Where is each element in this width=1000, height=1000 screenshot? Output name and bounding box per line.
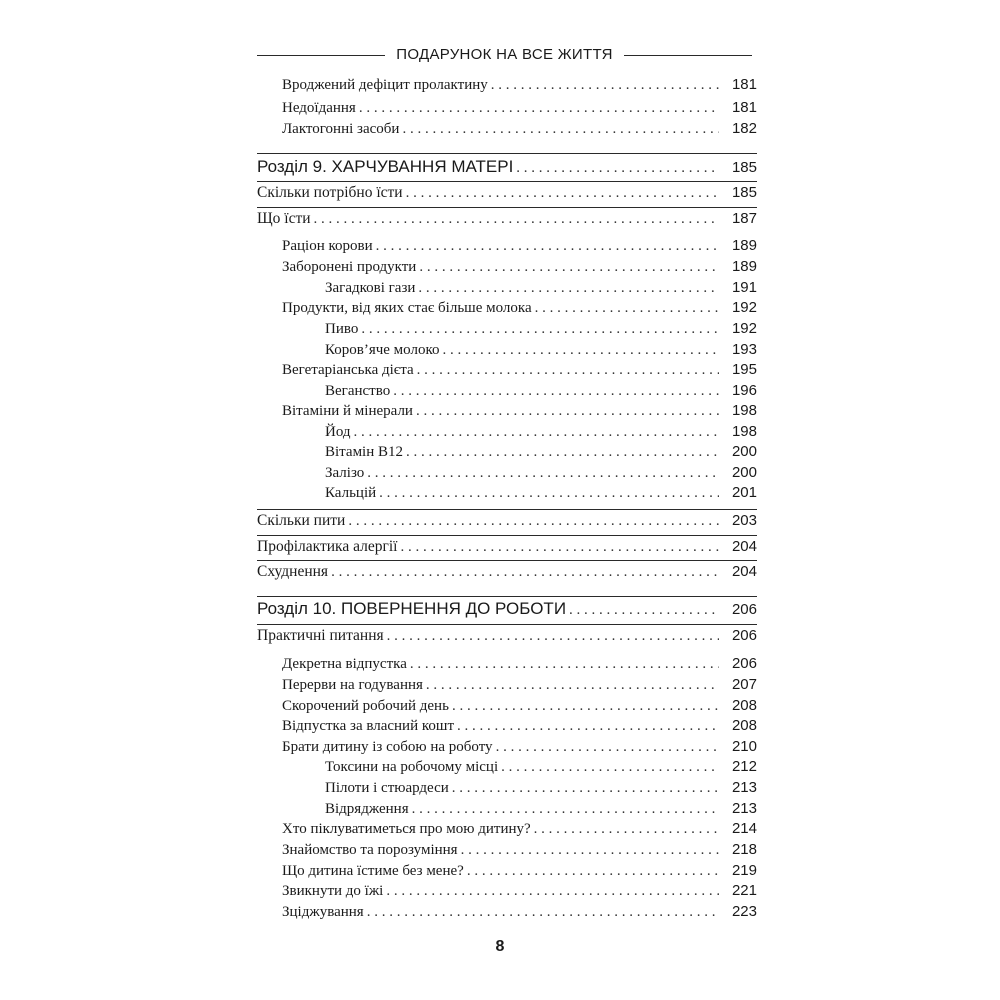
toc-entry-title: Продукти, від яких стає більше молока [282,300,532,316]
toc-leader-dots [354,424,719,441]
toc-entry [257,563,757,585]
toc-entry-page: 223 [731,903,757,920]
toc-entry-page: 203 [731,512,757,529]
section-rule [257,509,757,510]
toc-entry-page: 213 [731,779,757,796]
toc-leader-dots [376,238,719,255]
toc-entry-page: 185 [731,184,757,201]
toc-entry-title: Вроджений дефіцит пролактину [282,77,488,93]
toc-leader-dots [419,259,719,276]
toc-entry-title: Вітамін В12 [325,444,404,460]
toc-leader-dots [467,863,719,880]
toc-entry-title: Пілоти і стюардеси [325,780,449,796]
toc-entry-page: 200 [731,443,757,460]
toc-leader-dots [418,280,719,297]
toc-chapter-entry [257,599,757,621]
toc-entry-page: 213 [731,800,757,817]
toc-leader-dots [417,362,719,379]
toc-leader-dots [452,698,719,715]
toc-entry-page: 221 [731,882,757,899]
running-header-title: ПОДАРУНОК НА ВСЕ ЖИТТЯ [396,46,613,63]
toc-entry-page: 191 [731,279,757,296]
toc-entry [257,697,757,719]
toc-entry [257,279,757,301]
toc-entry-title: Що дитина їстиме без мене? [282,863,464,879]
toc-leader-dots [379,485,719,502]
toc-entry-page: 198 [731,402,757,419]
toc-entry-title: Відрядження [325,801,409,817]
toc-entry-page: 192 [731,320,757,337]
header-rule-left [257,55,385,56]
toc-chapter-entry [257,157,757,179]
toc-entry-title: Звикнути до їжі [282,883,384,899]
toc-entry-page: 218 [731,841,757,858]
toc-entry [257,258,757,280]
toc-leader-dots [393,383,719,400]
toc-entry-title: Відпустка за власний кошт [282,718,454,734]
toc-leader-dots [400,539,719,556]
toc-entry [257,382,757,404]
toc-entry [257,779,757,801]
toc-entry [257,361,757,383]
page-number: 8 [495,938,505,955]
section-rule [257,624,757,625]
toc-entry [257,862,757,884]
toc-entry-page: 193 [731,341,757,358]
toc-leader-dots [516,160,719,177]
toc-entry-page: 210 [731,738,757,755]
toc-entry-page: 206 [731,655,757,672]
toc-leader-dots [496,739,719,756]
toc-leader-dots [491,77,719,94]
toc-entry [257,341,757,363]
toc-entry [257,76,757,98]
toc-entry-page: 187 [731,210,757,227]
toc-entry-page: 208 [731,697,757,714]
toc-leader-dots [443,342,720,359]
toc-entry-title: Перерви на годування [282,677,423,693]
toc-entry [257,512,757,534]
toc-entry [257,320,757,342]
toc-leader-dots [534,821,719,838]
chapter-rule [257,596,757,597]
toc-leader-dots [457,718,719,735]
toc-entry [257,99,757,121]
toc-entry-title: Коров’яче молоко [325,342,440,358]
header-rule-right [624,55,752,56]
toc-leader-dots [406,185,719,202]
toc-leader-dots [387,628,719,645]
toc-entry [257,120,757,142]
toc-chapter-title: Розділ 10. ПОВЕРНЕННЯ ДО РОБОТИ [257,599,567,618]
toc-leader-dots [426,677,719,694]
toc-entry-page: 181 [731,99,757,116]
toc-entry-page: 206 [731,627,757,644]
toc-entry-page: 201 [731,484,757,501]
toc-entry-title: Недоїдання [282,100,356,116]
toc-entry-title: Схуднення [257,563,329,580]
toc-leader-dots [367,465,719,482]
toc-entry [257,210,757,232]
toc-leader-dots [461,842,719,859]
toc-entry-title: Загадкові гази [325,280,416,296]
toc-entry [257,738,757,760]
toc-entry-title: Скорочений робочий день [282,698,449,714]
toc-leader-dots [501,759,719,776]
toc-entry-title: Йод [325,424,351,440]
toc-entry [257,882,757,904]
toc-entry-page: 198 [731,423,757,440]
toc-entry-page: 214 [731,820,757,837]
toc-entry [257,443,757,465]
toc-entry-title: Вітаміни й мінерали [282,403,413,419]
toc-entry [257,758,757,780]
toc-leader-dots [416,403,719,420]
toc-entry [257,717,757,739]
toc-entry-page: 208 [731,717,757,734]
toc-leader-dots [331,564,719,581]
section-rule [257,207,757,208]
toc-leader-dots [535,300,719,317]
toc-leader-dots [410,656,719,673]
toc-entry [257,676,757,698]
toc-entry-title: Скільки потрібно їсти [257,184,403,201]
toc-entry-title: Знайомство та порозуміння [282,842,458,858]
toc-entry [257,655,757,677]
toc-entry-page: 204 [731,563,757,580]
toc-entry-title: Що їсти [257,210,311,227]
toc-entry-title: Скільки пити [257,512,346,529]
toc-entry-page: 207 [731,676,757,693]
toc-entry-page: 185 [731,159,757,176]
toc-entry [257,184,757,206]
toc-entry [257,237,757,259]
toc-entry-page: 196 [731,382,757,399]
toc-entry-title: Веганство [325,383,391,399]
toc-entry-page: 200 [731,464,757,481]
toc-entry-page: 181 [731,76,757,93]
running-header [257,44,752,66]
toc-leader-dots [412,801,719,818]
toc-entry-title: Декретна відпустка [282,656,407,672]
toc-leader-dots [361,321,719,338]
toc-entry-title: Кальцій [325,485,377,501]
toc-entry-page: 204 [731,538,757,555]
toc-entry [257,423,757,445]
toc-chapter-title: Розділ 9. ХАРЧУВАННЯ МАТЕРІ [257,157,514,176]
toc-leader-dots [569,602,719,619]
toc-entry-page: 189 [731,237,757,254]
toc-entry-title: Вегетаріанська дієта [282,362,414,378]
toc-entry-title: Токсини на робочому місці [325,759,499,775]
toc-entry-title: Раціон корови [282,238,373,254]
toc-entry [257,627,757,649]
toc-leader-dots [367,904,719,921]
section-rule [257,181,757,182]
toc-entry [257,841,757,863]
section-rule [257,535,757,536]
toc-entry [257,800,757,822]
toc-entry [257,538,757,560]
toc-entry [257,464,757,486]
toc-entry-page: 206 [731,601,757,618]
toc-leader-dots [452,780,719,797]
toc-leader-dots [348,513,719,530]
toc-entry [257,820,757,842]
toc-entry-page: 182 [731,120,757,137]
toc-entry [257,402,757,424]
toc-entry-title: Практичні питання [257,627,384,644]
section-rule [257,560,757,561]
toc-leader-dots [386,883,719,900]
toc-entry-title: Профілактика алергії [257,538,398,555]
toc-entry-page: 195 [731,361,757,378]
chapter-rule [257,153,757,154]
toc-entry-page: 192 [731,299,757,316]
toc-entry-page: 219 [731,862,757,879]
toc-leader-dots [359,100,719,117]
toc-entry-title: Залізо [325,465,365,481]
toc-entry [257,299,757,321]
toc-entry-title: Заборонені продукти [282,259,417,275]
toc-leader-dots [402,121,719,138]
toc-entry-page: 189 [731,258,757,275]
toc-entry [257,484,757,506]
toc-entry [257,903,757,925]
toc-leader-dots [406,444,719,461]
toc-entry-page: 212 [731,758,757,775]
toc-entry-title: Зціджування [282,904,364,920]
toc-entry-title: Лактогонні засоби [282,121,400,137]
toc-leader-dots [314,211,719,228]
toc-entry-title: Пиво [325,321,359,337]
toc-entry-title: Брати дитину із собою на роботу [282,739,493,755]
toc-entry-title: Хто піклуватиметься про мою дитину? [282,821,531,837]
